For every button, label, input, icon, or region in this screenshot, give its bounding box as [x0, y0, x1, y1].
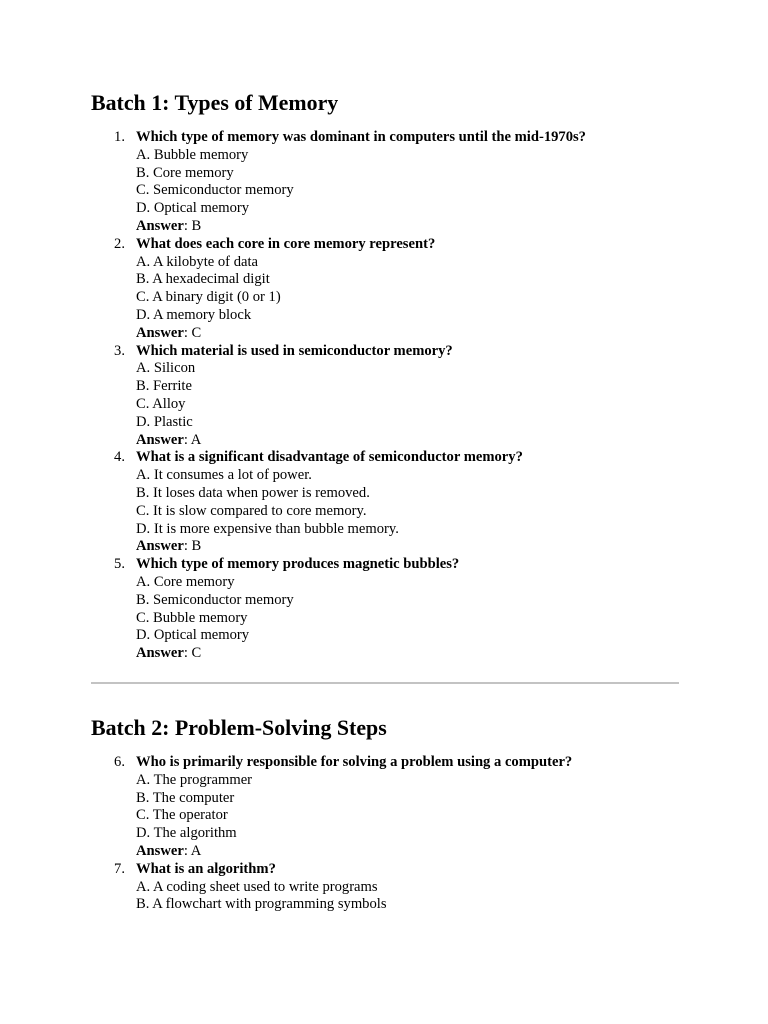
- option-c: C. It is slow compared to core memory.: [136, 502, 367, 519]
- question-item: [91, 754, 679, 861]
- option-b: B. It loses data when power is removed.: [136, 484, 370, 501]
- option-d: D. Optical memory: [136, 200, 250, 217]
- answer-value: : B: [183, 217, 202, 234]
- option-b: B. The computer: [136, 789, 235, 806]
- question-item: [91, 449, 679, 556]
- question-list: [91, 754, 679, 914]
- answer-line: [136, 538, 679, 556]
- question-text: Which type of memory was dominant in computers until the mid-1970s?: [136, 129, 586, 145]
- option-a: A. Core memory: [136, 573, 235, 590]
- answer-line: [136, 218, 679, 236]
- question-item: [91, 343, 679, 450]
- option-b: B. Core memory: [136, 164, 234, 181]
- option-d: D. A memory block: [136, 306, 252, 323]
- option-c: C. Alloy: [136, 395, 186, 412]
- question-text: Who is primarily responsible for solving a problem using a computer?: [136, 754, 573, 770]
- batch-2: [91, 715, 679, 914]
- answer-value: : C: [183, 645, 202, 662]
- question-list: [91, 129, 679, 663]
- question-text: What does each core in core memory represent?: [136, 235, 436, 252]
- answer-line: [136, 432, 679, 450]
- option-a: A. Silicon: [136, 360, 196, 377]
- option-b: B. A hexadecimal digit: [136, 271, 270, 288]
- answer-line: [136, 843, 679, 861]
- answer-value: : A: [183, 842, 202, 859]
- option-a: A. It consumes a lot of power.: [136, 467, 312, 484]
- question-item: [91, 129, 679, 236]
- option-b: B. Ferrite: [136, 378, 192, 395]
- answer-value: : B: [183, 538, 202, 555]
- answer-label: Answer: [136, 431, 184, 448]
- question-item: [91, 236, 679, 343]
- option-a: A. A coding sheet used to write programs: [136, 878, 378, 895]
- answer-label: Answer: [136, 217, 184, 234]
- question-number: 2.: [114, 235, 125, 252]
- batch-heading: Batch 2: Problem-Solving Steps: [91, 715, 387, 740]
- option-a: A. Bubble memory: [136, 146, 249, 163]
- question-item: [91, 556, 679, 663]
- option-b: B. A flowchart with programming symbols: [136, 896, 387, 913]
- option-c: C. A binary digit (0 or 1): [136, 289, 281, 306]
- option-c: C. The operator: [136, 807, 228, 824]
- question-number: 1.: [114, 129, 125, 145]
- option-b: B. Semiconductor memory: [136, 591, 294, 608]
- question-number: 7.: [114, 860, 125, 877]
- answer-label: Answer: [136, 324, 184, 341]
- question-number: 6.: [114, 754, 125, 770]
- answer-line: [136, 325, 679, 343]
- question-text: What is an algorithm?: [136, 860, 276, 877]
- answer-value: : A: [183, 431, 202, 448]
- answer-label: Answer: [136, 645, 184, 662]
- option-d: D. Plastic: [136, 413, 193, 430]
- question-text: Which material is used in semiconductor memory?: [136, 342, 453, 359]
- batch-heading: Batch 1: Types of Memory: [91, 90, 339, 115]
- answer-label: Answer: [136, 842, 184, 859]
- question-text: Which type of memory produces magnetic bubbles?: [136, 556, 460, 573]
- option-a: A. The programmer: [136, 771, 253, 788]
- option-c: C. Semiconductor memory: [136, 182, 294, 199]
- section-divider: [91, 682, 679, 684]
- question-number: 5.: [114, 556, 125, 573]
- option-c: C. Bubble memory: [136, 609, 248, 626]
- option-d: D. The algorithm: [136, 825, 237, 842]
- question-number: 4.: [114, 449, 125, 466]
- answer-value: : C: [183, 324, 202, 341]
- question-text: What is a significant disadvantage of semiconductor memory?: [136, 449, 523, 466]
- question-number: 3.: [114, 342, 125, 359]
- batch-1: [91, 90, 679, 663]
- question-item: [91, 861, 679, 914]
- option-a: A. A kilobyte of data: [136, 253, 259, 270]
- answer-label: Answer: [136, 538, 184, 555]
- option-d: D. Optical memory: [136, 627, 250, 644]
- answer-line: [136, 645, 679, 663]
- option-d: D. It is more expensive than bubble memory.: [136, 520, 399, 537]
